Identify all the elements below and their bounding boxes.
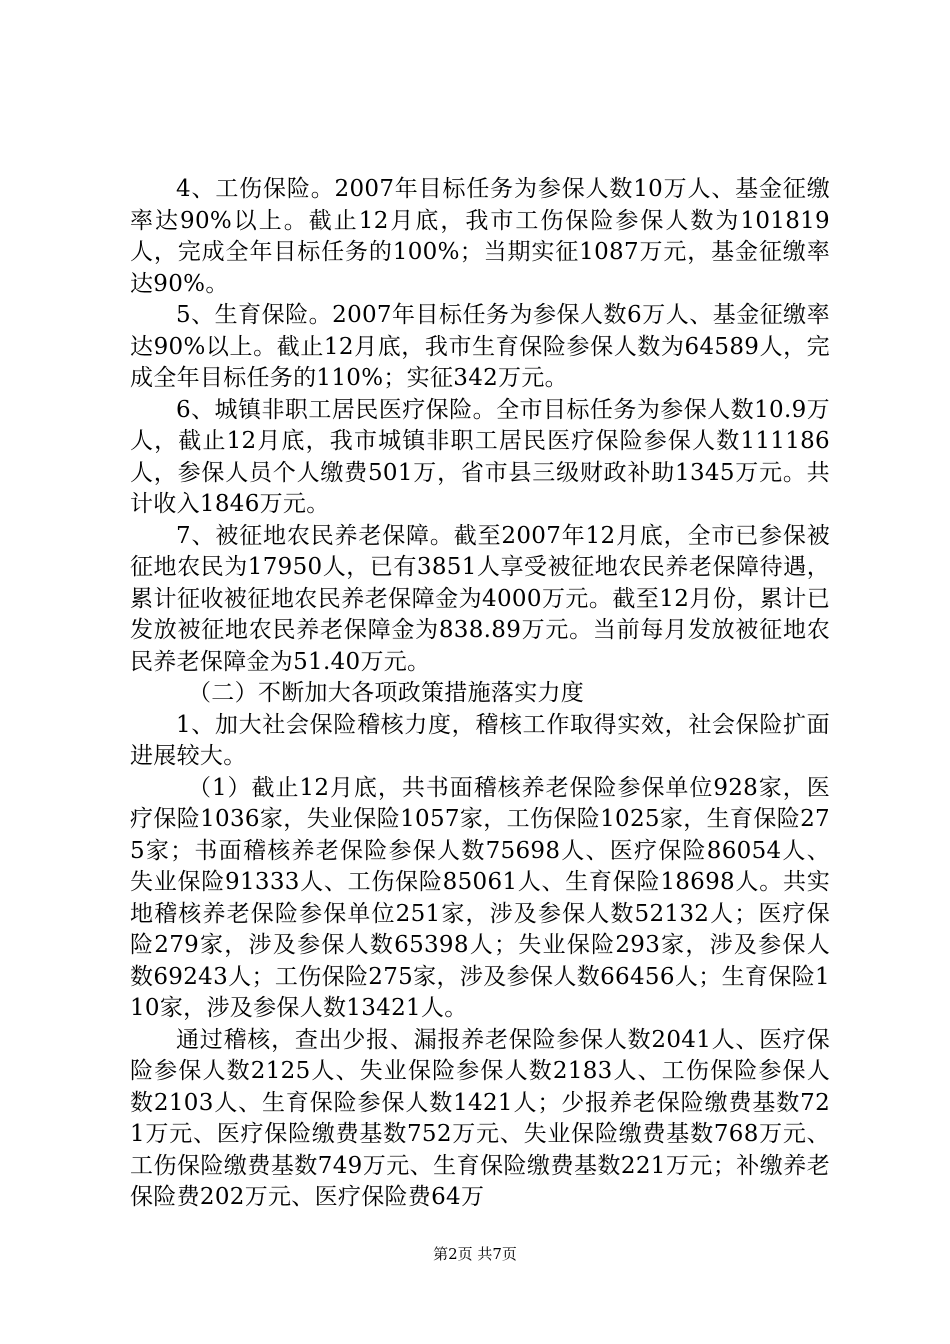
paragraph-land-expropriated-farmers: 7、被征地农民养老保障。截至2007年12月底，全市已参保被征地农民为17950人，已有3851人享受被征地农民养老保障待遇，累计征收被征地农民养老保障金为4000万元。截至12月份，累计已发放被征地农民养老保障金为838.89万元。当前每月发放被征地农民养老保障金为51.40万元。: [130, 522, 830, 675]
paragraph-audit-overview: 1、加大社会保险稽核力度，稽核工作取得实效，社会保险扩面进展较大。: [130, 711, 830, 769]
paragraph-work-injury-insurance: 4、工伤保险。2007年目标任务为参保人数10万人、基金征缴率达90%以上。截止12月底，我市工伤保险参保人数为101819人，完成全年目标任务的100%；当期实征1087万元，基金征缴率达90%。: [130, 176, 830, 297]
page-number-footer: 第2页 共7页: [433, 1245, 517, 1263]
paragraph-audit-details: （1）截止12月底，共书面稽核养老保险参保单位928家，医疗保险1036家，失业保险1057家，工伤保险1025家，生育保险275家；书面稽核养老保险参保人数75698人、医疗保险86054人、失业保险91333人、工伤保险85061人、生育保险18698人。共实地稽核养老保险参保单位251家，涉及参保人数52132人；医疗保险279家，涉及参保人数65398人；失业保险293家，涉及参保人数69243人；工伤保险275家，涉及参保人数66456人；生育保险110家，涉及参保人数13421人。: [130, 774, 830, 1021]
paragraph-audit-findings: 通过稽核，查出少报、漏报养老保险参保人数2041人、医疗保险参保人数2125人、失业保险参保人数2183人、工伤保险参保人数2103人、生育保险参保人数1421人；少报养老保险缴费基数721万元、医疗保险缴费基数752万元、失业保险缴费基数768万元、工伤保险缴费基数749万元、生育保险缴费基数221万元；补缴养老保险费202万元、医疗保险费64万: [130, 1026, 830, 1210]
paragraph-maternity-insurance: 5、生育保险。2007年目标任务为参保人数6万人、基金征缴率达90%以上。截止12月底，我市生育保险参保人数为64589人，完成全年目标任务的110%；实征342万元。: [130, 302, 830, 391]
paragraph-resident-medical-insurance: 6、城镇非职工居民医疗保险。全市目标任务为参保人数10.9万人，截止12月底，我市城镇非职工居民医疗保险参保人数111186人，参保人员个人缴费501万，省市县三级财政补助1345万元。共计收入1846万元。: [130, 396, 830, 517]
document-body: [130, 174, 830, 1214]
section-heading-policy-implementation: （二）不断加大各项政策措施落实力度: [188, 680, 585, 706]
